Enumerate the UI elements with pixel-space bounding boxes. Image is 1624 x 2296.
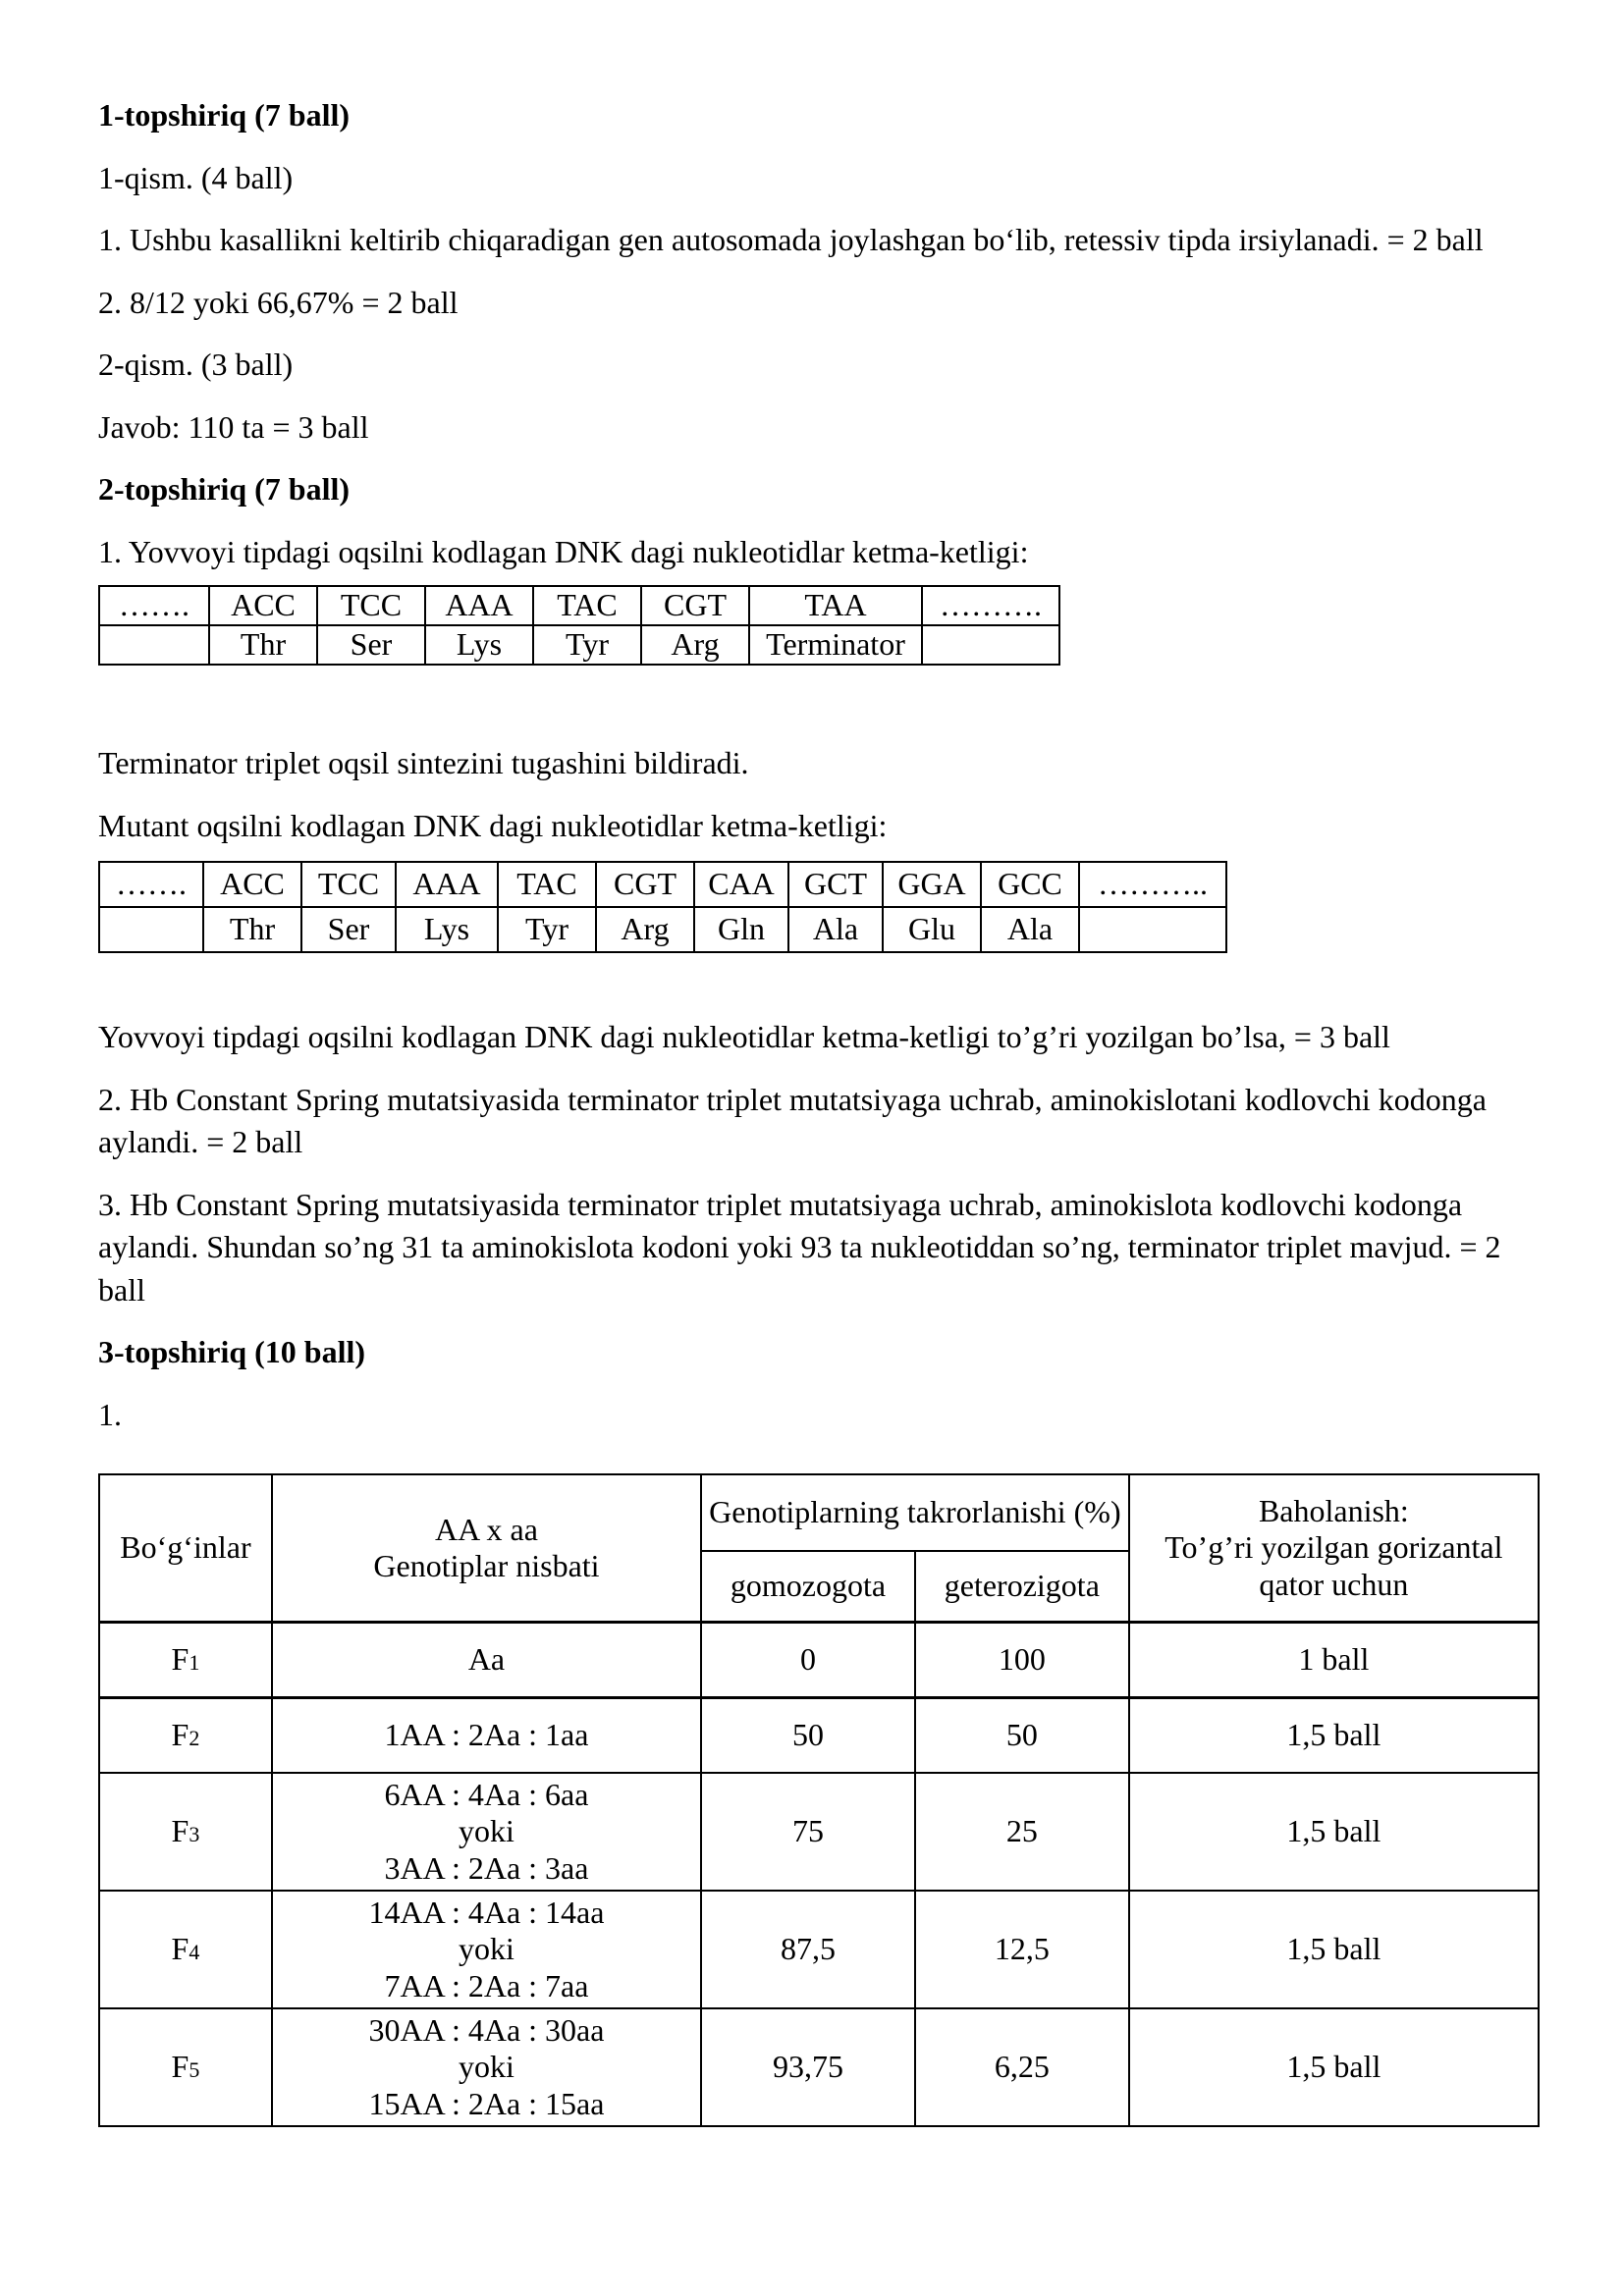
task1-title: 1-topshiriq (7 ball) <box>98 97 351 133</box>
amino-cell: Lys <box>425 625 533 665</box>
codon-cell: ACC <box>209 586 317 625</box>
codon-cell: ………. <box>922 586 1059 625</box>
heterozygous-cell: 50 <box>915 1698 1129 1774</box>
amino-cell: Glu <box>883 907 981 952</box>
mutant-dna-table <box>98 861 1227 953</box>
codon-cell: GGA <box>883 862 981 907</box>
ratio-cell <box>272 2008 701 2126</box>
table-row <box>99 1891 1539 2008</box>
task2-item1: 1. Yovvoyi tipdagi oqsilni kodlagan DNK dagi nukleotidlar ketma-ketligi: <box>98 533 1029 569</box>
generation-cell <box>99 2008 272 2126</box>
amino-cell <box>99 907 203 952</box>
amino-cell: Terminator <box>749 625 922 665</box>
generation-index: 5 <box>189 2057 200 2083</box>
header-ratio-line2: Genotiplar nisbati <box>373 1548 600 1584</box>
ratio-line: 3AA : 2Aa : 3aa <box>384 1850 589 1887</box>
generation-letter: F <box>171 2049 189 2085</box>
amino-cell: Ser <box>301 907 396 952</box>
generation-letter: F <box>171 1813 189 1849</box>
amino-cell: Lys <box>396 907 498 952</box>
ratio-cell <box>272 1623 701 1698</box>
codon-cell: CGT <box>641 586 749 625</box>
amino-cell: Ala <box>981 907 1079 952</box>
amino-cell <box>1079 907 1226 952</box>
task2-title: 2-topshiriq (7 ball) <box>98 471 351 507</box>
ratio-line: yoki <box>459 1931 514 1967</box>
codon-cell: ……….. <box>1079 862 1226 907</box>
note-correct: Yovvoyi tipdagi oqsilni kodlagan DNK dagi nukleotidlar ketma-ketligi to’g’ri yozilgan bo’lsa, = 3 ball <box>98 1019 1390 1055</box>
homozygous-cell: 93,75 <box>701 2008 915 2126</box>
amino-cell: Ala <box>788 907 883 952</box>
score-cell: 1,5 ball <box>1129 1891 1539 2008</box>
table-row <box>99 2008 1539 2126</box>
task1-item2: 2. 8/12 yoki 66,67% = 2 ball <box>98 284 459 320</box>
header-generations: Bo‘g‘inlar <box>99 1474 272 1623</box>
codon-cell: AAA <box>396 862 498 907</box>
generation-letter: F <box>171 1931 189 1967</box>
codon-cell: TCC <box>317 586 425 625</box>
header-row <box>99 1474 1539 1551</box>
codon-cell: CAA <box>694 862 788 907</box>
heterozygous-cell: 100 <box>915 1623 1129 1698</box>
score-cell: 1 ball <box>1129 1623 1539 1698</box>
generation-index: 2 <box>189 1726 200 1751</box>
table-row <box>99 1623 1539 1698</box>
header-scoring <box>1129 1474 1539 1623</box>
task1-part2: 2-qism. (3 ball) <box>98 347 294 383</box>
amino-row <box>99 625 1059 665</box>
generation-cell <box>99 1891 272 2008</box>
homozygous-cell: 87,5 <box>701 1891 915 2008</box>
amino-cell: Arg <box>641 625 749 665</box>
ratio-line: 6AA : 4Aa : 6aa <box>384 1776 589 1812</box>
ratio-cell <box>272 1891 701 2008</box>
amino-cell: Thr <box>209 625 317 665</box>
task1-part1: 1-qism. (4 ball) <box>98 159 294 195</box>
wild-type-dna-table <box>98 585 1060 666</box>
codon-cell: TCC <box>301 862 396 907</box>
header-ratio <box>272 1474 701 1623</box>
ratio-line: Aa <box>467 1641 506 1678</box>
header-ratio-line1: AA x aa <box>435 1511 538 1547</box>
amino-cell: Gln <box>694 907 788 952</box>
terminator-note: Terminator triplet oqsil sintezini tugashini bildiradi. <box>98 745 749 781</box>
task3-item1: 1. <box>98 1396 122 1432</box>
codon-cell: GCT <box>788 862 883 907</box>
task1-item1: 1. Ushbu kasallikni keltirib chiqaradigan gen autosomada joylashgan bo‘lib, retessiv tipda irsiylanadi. = 2 ball <box>98 222 1484 258</box>
amino-cell: Tyr <box>498 907 596 952</box>
generation-index: 4 <box>189 1940 200 1965</box>
score-cell: 1,5 ball <box>1129 2008 1539 2126</box>
generation-index: 1 <box>189 1650 200 1676</box>
codon-cell: AAA <box>425 586 533 625</box>
codon-cell: GCC <box>981 862 1079 907</box>
amino-cell: Tyr <box>533 625 641 665</box>
codon-cell: ……. <box>99 862 203 907</box>
table-row <box>99 1773 1539 1891</box>
generation-cell <box>99 1698 272 1774</box>
ratio-line: 14AA : 4Aa : 14aa <box>368 1894 605 1930</box>
ratio-cell <box>272 1773 701 1891</box>
generation-letter: F <box>171 1717 189 1753</box>
codon-cell: CGT <box>596 862 694 907</box>
header-frequency: Genotiplarning takrorlanishi (%) <box>701 1474 1129 1551</box>
header-heterozygous: geterozigota <box>915 1551 1129 1623</box>
header-scoring-line1: Baholanish: <box>1258 1492 1409 1528</box>
header-homozygous: gomozogota <box>701 1551 915 1623</box>
amino-cell <box>99 625 209 665</box>
ratio-line: 1AA : 2Aa : 1aa <box>384 1717 589 1753</box>
homozygous-cell: 75 <box>701 1773 915 1891</box>
codon-cell: TAA <box>749 586 922 625</box>
codon-cell: TAC <box>533 586 641 625</box>
homozygous-cell: 0 <box>701 1623 915 1698</box>
heterozygous-cell: 6,25 <box>915 2008 1129 2126</box>
generation-index: 3 <box>189 1822 200 1847</box>
codon-cell: ……. <box>99 586 209 625</box>
generations-table <box>98 1473 1540 2127</box>
codon-row <box>99 862 1226 907</box>
codon-row <box>99 586 1059 625</box>
ratio-line: yoki <box>459 2049 514 2085</box>
task3-title: 3-topshiriq (10 ball) <box>98 1334 366 1370</box>
heterozygous-cell: 12,5 <box>915 1891 1129 2008</box>
ratio-cell <box>272 1698 701 1774</box>
score-cell: 1,5 ball <box>1129 1773 1539 1891</box>
generation-cell <box>99 1623 272 1698</box>
generation-letter: F <box>171 1641 189 1678</box>
codon-cell: TAC <box>498 862 596 907</box>
amino-row <box>99 907 1226 952</box>
amino-cell <box>922 625 1059 665</box>
task2-item3: 3. Hb Constant Spring mutatsiyasida terminator triplet mutatsiyaga uchrab, aminokislota kodlovchi kodonga aylandi. Shundan so’ng 31 ta aminokislota kodoni yoki 93 ta nukleotiddan so’ng, terminator triplet mavjud. = 2 ball <box>98 1186 1501 1308</box>
task2-item2: 2. Hb Constant Spring mutatsiyasida terminator triplet mutatsiyaga uchrab, aminokislotani kodlovchi kodonga aylandi. = 2 ball <box>98 1081 1487 1160</box>
document-page <box>98 94 1542 2127</box>
ratio-line: 7AA : 2Aa : 7aa <box>384 1968 589 2004</box>
codon-cell: ACC <box>203 862 301 907</box>
amino-cell: Arg <box>596 907 694 952</box>
amino-cell: Thr <box>203 907 301 952</box>
task1-answer: Javob: 110 ta = 3 ball <box>98 408 369 445</box>
generation-cell <box>99 1773 272 1891</box>
score-cell: 1,5 ball <box>1129 1698 1539 1774</box>
ratio-line: yoki <box>459 1813 514 1849</box>
amino-cell: Ser <box>317 625 425 665</box>
ratio-line: 30AA : 4Aa : 30aa <box>368 2011 605 2048</box>
ratio-line: 15AA : 2Aa : 15aa <box>368 2086 605 2122</box>
header-scoring-line2: To’g’ri yozilgan gorizantal qator uchun <box>1164 1529 1503 1603</box>
table-row <box>99 1698 1539 1774</box>
homozygous-cell: 50 <box>701 1698 915 1774</box>
heterozygous-cell: 25 <box>915 1773 1129 1891</box>
mutant-intro: Mutant oqsilni kodlagan DNK dagi nukleotidlar ketma-ketligi: <box>98 807 888 843</box>
